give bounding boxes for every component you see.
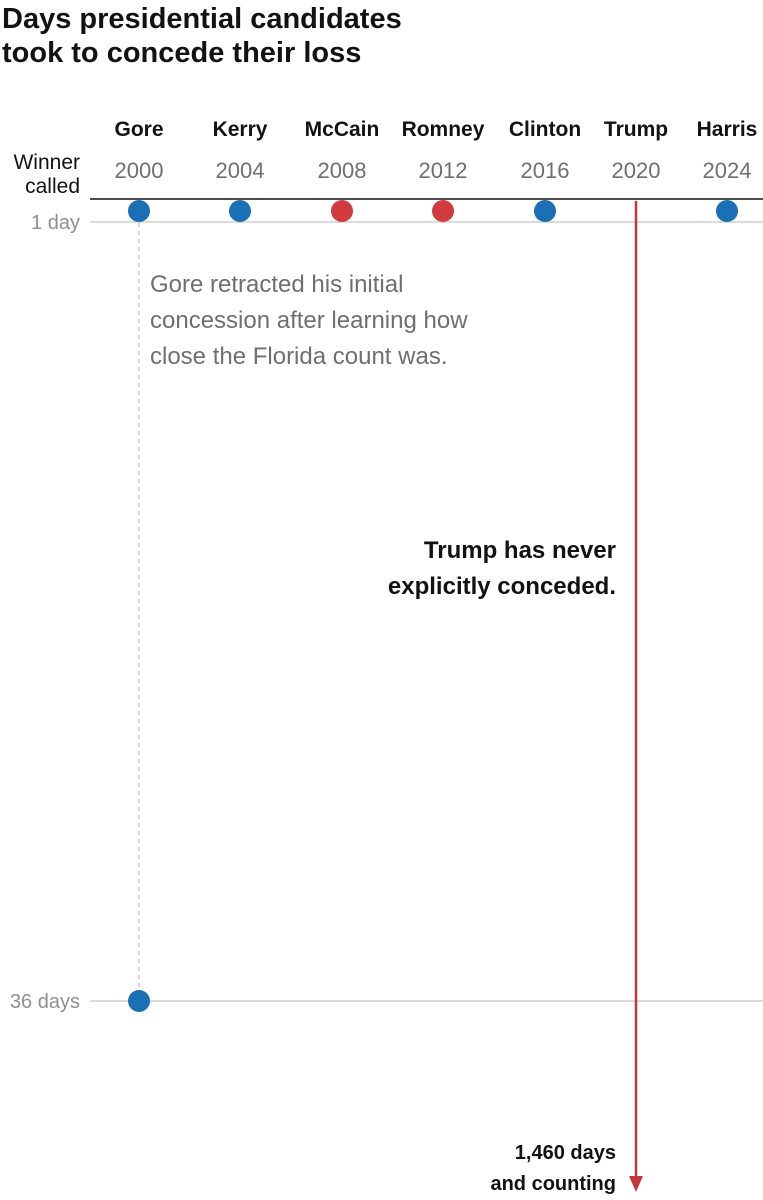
- candidate-year: 2008: [317, 158, 367, 183]
- concession-dot: [432, 200, 454, 222]
- candidate-name: Gore: [114, 118, 164, 141]
- concession-dot: [534, 200, 556, 222]
- chart-annotations: [150, 271, 616, 1195]
- candidate-year: 2016: [520, 158, 570, 183]
- gore-final-dot: [128, 990, 150, 1012]
- candidate-year: 2020: [611, 158, 661, 183]
- candidate-year: 2000: [114, 158, 164, 183]
- candidate-name: Harris: [696, 118, 758, 141]
- candidate-year: 2012: [418, 158, 468, 183]
- trump-annotation: explicitly conceded.: [387, 573, 616, 600]
- concession-dot: [128, 200, 150, 222]
- gore-annotation: Gore retracted his initial: [150, 271, 404, 298]
- candidate-name: Clinton: [508, 118, 582, 141]
- candidate-name: Trump: [603, 118, 669, 141]
- candidate-year: 2004: [215, 158, 265, 183]
- concession-dot: [229, 200, 251, 222]
- title-line: took to concede their loss: [2, 37, 362, 69]
- candidate-header: [114, 118, 757, 183]
- trump-end-label: 1,460 days: [514, 1142, 616, 1164]
- y-tick-label: 1 day: [31, 212, 80, 234]
- winner-called-label: Winner: [13, 151, 80, 174]
- winner-called-label: called: [25, 175, 80, 198]
- concession-dot: [331, 200, 353, 222]
- trump-annotation: Trump has never: [423, 537, 616, 564]
- y-tick-label: 36 days: [9, 991, 80, 1013]
- concession-dot: [716, 200, 738, 222]
- chart-title: [2, 3, 402, 69]
- trump-end-label: and counting: [490, 1173, 616, 1195]
- gore-annotation: close the Florida count was.: [150, 343, 448, 370]
- trump-arrowhead: [629, 1176, 643, 1192]
- candidate-name: Romney: [401, 118, 485, 141]
- candidate-name: Kerry: [212, 118, 268, 141]
- candidate-name: McCain: [304, 118, 380, 141]
- candidate-year: 2024: [702, 158, 752, 183]
- gore-annotation: concession after learning how: [150, 307, 468, 334]
- title-line: Days presidential candidates: [2, 3, 402, 35]
